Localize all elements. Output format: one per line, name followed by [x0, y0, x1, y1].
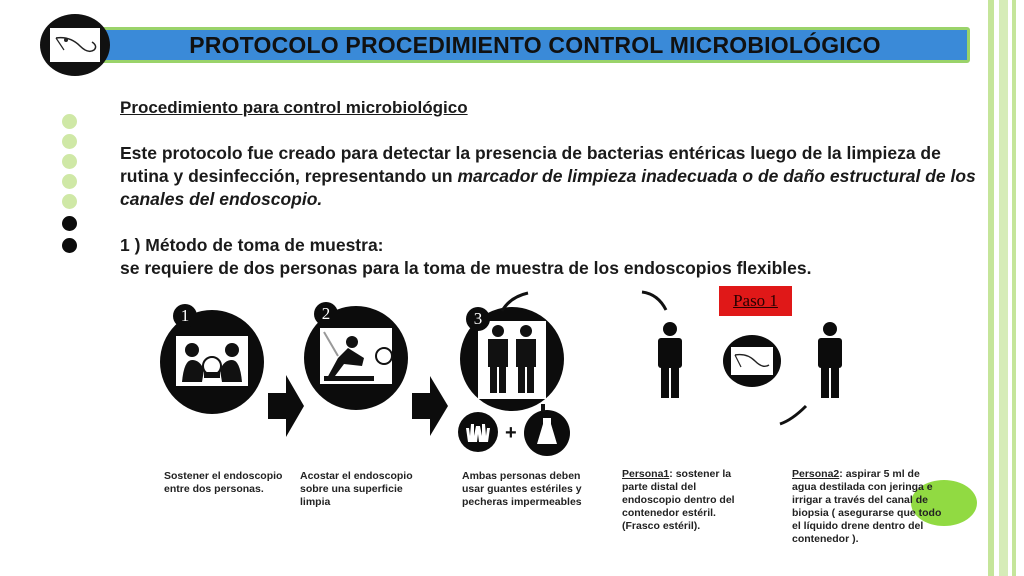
persona2-caption	[792, 468, 942, 546]
intro-italic-text: marcador de limpieza inadecuada o de daño estructural de los canales del endoscopio.	[120, 166, 976, 209]
persona1-caption	[622, 468, 740, 533]
bullet-dot	[62, 194, 77, 209]
step-number: 2	[314, 302, 338, 326]
decorative-stripe	[999, 0, 1008, 576]
curved-arrow-icon	[500, 291, 530, 313]
decorative-stripe	[1012, 0, 1016, 576]
intro-text: Este protocolo fue creado para detectar la presencia de bacterias entéricas luego de la limpieza de rutina y desinfección, representando un	[120, 143, 941, 186]
title-bar	[100, 27, 970, 63]
decorative-stripe	[988, 0, 994, 576]
arrow-right-icon	[412, 376, 448, 436]
method-heading: 1 ) Método de toma de muestra:	[120, 235, 384, 255]
section-subheading: Procedimiento para control microbiológico	[120, 98, 468, 117]
bullet-dot	[62, 114, 77, 129]
curved-arrow-icon	[778, 402, 810, 426]
endoscope-icon	[723, 335, 781, 387]
bullet-dot	[62, 174, 77, 189]
main-text	[120, 96, 980, 280]
persona2-label: Persona2	[792, 468, 840, 480]
step-number: 1	[173, 304, 197, 328]
persona1-text: : sostener la parte distal del endoscopio dentro del contenedor estéril. (Frasco estéril).	[622, 468, 735, 532]
endoscope-logo-icon	[40, 14, 110, 76]
intro-paragraph	[120, 142, 980, 211]
paso-label: Paso 1	[719, 286, 792, 316]
apron-icon	[524, 410, 570, 456]
persona1-label: Persona1	[622, 468, 670, 480]
step1-circle	[160, 310, 264, 414]
persona2-text: : aspirar 5 ml de agua destilada con jeringa e irrigar a través del canal de biopsia ( asegurarse que todo el líquido drene dentro del contenedor ).	[792, 468, 942, 545]
person-icon	[652, 322, 688, 398]
step3-caption: Ambas personas deben usar guantes estériles y pecheras impermeables	[462, 470, 582, 508]
gloves-icon	[458, 412, 498, 452]
bullet-dot	[62, 238, 77, 253]
endoscope-icon	[50, 28, 100, 62]
step-number: 3	[466, 307, 490, 331]
arrow-right-icon	[268, 375, 304, 437]
plus-sign: +	[505, 422, 517, 444]
endoscope-circle	[723, 335, 781, 387]
step2-caption: Acostar el endoscopio sobre una superficie limpia	[300, 470, 413, 508]
bullet-dot	[62, 216, 77, 231]
page-title: PROTOCOLO PROCEDIMIENTO CONTROL MICROBIOLÓGICO	[189, 31, 881, 58]
two-people-holding-icon	[160, 310, 264, 414]
step1-caption: Sostener el endoscopio entre dos personas.	[164, 470, 283, 495]
bullet-dot	[62, 134, 77, 149]
bullet-dot	[62, 154, 77, 169]
person-icon	[812, 322, 848, 398]
method-text: se requiere de dos personas para la toma de muestra de los endoscopios flexibles.	[120, 258, 812, 278]
curved-arrow-icon	[640, 290, 670, 312]
apron-strap	[541, 404, 545, 412]
